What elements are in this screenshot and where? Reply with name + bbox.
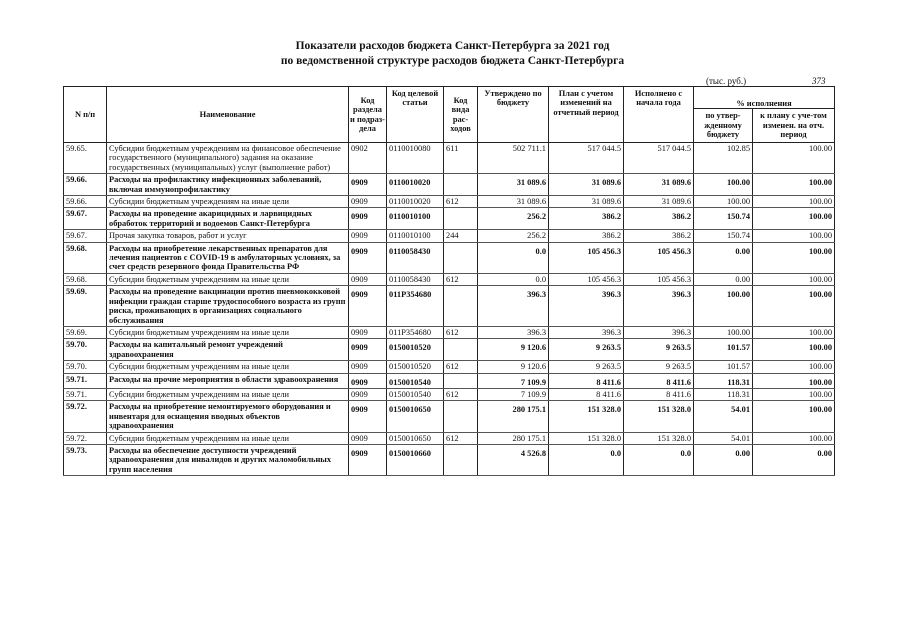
row-executed: 386.2 — [624, 230, 694, 242]
row-section-code: 0909 — [349, 196, 387, 208]
row-number: 59.72. — [64, 401, 107, 432]
row-approved: 9 120.6 — [478, 361, 549, 373]
row-executed: 396.3 — [624, 326, 694, 338]
row-executed: 396.3 — [624, 286, 694, 327]
row-target-code: 0110010100 — [387, 208, 444, 230]
row-number: 59.70. — [64, 361, 107, 373]
row-target-code: 0150010520 — [387, 361, 444, 373]
row-pct-approved: 54.01 — [694, 401, 753, 432]
row-pct-approved: 118.31 — [694, 388, 753, 400]
row-pct-approved: 100.00 — [694, 286, 753, 327]
row-target-code: 0110010080 — [387, 143, 444, 174]
table-row — [64, 208, 835, 230]
row-pct-plan: 100.00 — [753, 401, 835, 432]
row-section-code: 0909 — [349, 361, 387, 373]
row-approved: 396.3 — [478, 286, 549, 327]
table-row — [64, 196, 835, 208]
row-target-code: 0110010020 — [387, 196, 444, 208]
row-target-code: 0110058430 — [387, 242, 444, 273]
row-executed: 386.2 — [624, 208, 694, 230]
row-name: Расходы на приобретение лекарственных препаратов для лечения пациентов с COVID-19 в амбулаторных условиях, за счет средств резервного фонда Правительства РФ — [107, 242, 349, 273]
row-target-code: 0150010540 — [387, 373, 444, 388]
row-name: Субсидии бюджетным учреждениям на финансовое обеспечение государственного (муниципального) задания на оказание государственных (муниципальных) услуг (выполнение работ) — [107, 143, 349, 174]
row-name: Субсидии бюджетным учреждениям на иные цели — [107, 388, 349, 400]
row-expense-type: 612 — [444, 361, 478, 373]
row-executed: 9 263.5 — [624, 339, 694, 361]
row-number: 59.69. — [64, 286, 107, 327]
table-row — [64, 444, 835, 475]
table-row — [64, 361, 835, 373]
row-section-code: 0909 — [349, 388, 387, 400]
row-name: Расходы на профилактику инфекционных заболеваний, включая иммунопрофилактику — [107, 174, 349, 196]
row-name: Расходы на проведение акарицидных и ларвицидных обработок территорий и водоемов Санкт-Петербурга — [107, 208, 349, 230]
row-pct-plan: 100.00 — [753, 143, 835, 174]
row-expense-type — [444, 373, 478, 388]
row-pct-plan: 100.00 — [753, 326, 835, 338]
row-pct-approved: 0.00 — [694, 444, 753, 475]
table-row — [64, 242, 835, 273]
row-name: Расходы на капитальный ремонт учреждений здравоохранения — [107, 339, 349, 361]
row-pct-plan: 100.00 — [753, 174, 835, 196]
row-executed: 31 089.6 — [624, 196, 694, 208]
row-number: 59.67. — [64, 208, 107, 230]
table-row — [64, 388, 835, 400]
row-pct-plan: 100.00 — [753, 388, 835, 400]
row-plan: 8 411.6 — [549, 373, 624, 388]
row-plan: 517 044.5 — [549, 143, 624, 174]
report-title-line-2: по ведомственной структуре расходов бюджета Санкт-Петербурга — [280, 55, 625, 67]
row-name: Расходы на приобретение немонтируемого оборудования и инвентаря для оснащения вводных объектов здравоохранения — [107, 401, 349, 432]
row-plan: 9 263.5 — [549, 361, 624, 373]
row-section-code: 0909 — [349, 373, 387, 388]
row-pct-approved: 100.00 — [694, 196, 753, 208]
row-pct-plan: 100.00 — [753, 286, 835, 327]
row-section-code: 0902 — [349, 143, 387, 174]
row-expense-type: 611 — [444, 143, 478, 174]
row-expense-type: 612 — [444, 388, 478, 400]
row-approved: 9 120.6 — [478, 339, 549, 361]
row-plan: 386.2 — [549, 230, 624, 242]
row-executed: 105 456.3 — [624, 242, 694, 273]
header-pct-plan: к плану с уче-том изменен. на отч. период — [753, 109, 835, 143]
row-executed: 105 456.3 — [624, 273, 694, 285]
row-pct-approved: 101.57 — [694, 339, 753, 361]
row-approved: 31 089.6 — [478, 174, 549, 196]
row-pct-plan: 100.00 — [753, 196, 835, 208]
row-section-code: 0909 — [349, 432, 387, 444]
row-pct-approved: 0.00 — [694, 242, 753, 273]
row-name: Субсидии бюджетным учреждениям на иные цели — [107, 196, 349, 208]
row-number: 59.70. — [64, 339, 107, 361]
row-plan: 8 411.6 — [549, 388, 624, 400]
row-section-code: 0909 — [349, 208, 387, 230]
table-row — [64, 273, 835, 285]
row-approved: 256.2 — [478, 230, 549, 242]
row-target-code: 0110010020 — [387, 174, 444, 196]
row-expense-type: 612 — [444, 432, 478, 444]
table-row — [64, 326, 835, 338]
table-row — [64, 373, 835, 388]
row-executed: 151 328.0 — [624, 432, 694, 444]
row-pct-approved: 118.31 — [694, 373, 753, 388]
row-plan: 0.0 — [549, 444, 624, 475]
row-section-code: 0909 — [349, 444, 387, 475]
row-section-code: 0909 — [349, 401, 387, 432]
row-name: Субсидии бюджетным учреждениям на иные цели — [107, 273, 349, 285]
row-name: Субсидии бюджетным учреждениям на иные цели — [107, 326, 349, 338]
report-title-line-1: Показатели расходов бюджета Санкт-Петербурга за 2021 год — [295, 40, 610, 52]
row-target-code: 011P354680 — [387, 326, 444, 338]
row-plan: 396.3 — [549, 326, 624, 338]
row-pct-approved: 150.74 — [694, 230, 753, 242]
row-name: Расходы на проведение вакцинации против пневмококковой инфекции граждан старше трудоспособного возраста из групп риска, проживающих в организациях социального обслуживания — [107, 286, 349, 327]
table-row — [64, 339, 835, 361]
row-expense-type: 612 — [444, 196, 478, 208]
row-plan: 151 328.0 — [549, 401, 624, 432]
row-approved: 0.0 — [478, 242, 549, 273]
row-expense-type — [444, 242, 478, 273]
row-pct-approved: 0.00 — [694, 273, 753, 285]
row-plan: 31 089.6 — [549, 196, 624, 208]
row-pct-plan: 100.00 — [753, 432, 835, 444]
row-executed: 0.0 — [624, 444, 694, 475]
row-expense-type: 612 — [444, 273, 478, 285]
row-approved: 502 711.1 — [478, 143, 549, 174]
row-pct-plan: 100.00 — [753, 208, 835, 230]
row-pct-plan: 100.00 — [753, 339, 835, 361]
row-approved: 280 175.1 — [478, 432, 549, 444]
row-target-code: 0150010650 — [387, 401, 444, 432]
header-num: N п/п — [64, 87, 107, 143]
row-target-code: 0150010540 — [387, 388, 444, 400]
row-approved: 396.3 — [478, 326, 549, 338]
unit-label: (тыс. руб.) — [706, 76, 747, 86]
row-plan: 105 456.3 — [549, 242, 624, 273]
row-target-code: 0110010100 — [387, 230, 444, 242]
row-number: 59.69. — [64, 326, 107, 338]
header-plan: План с учетом изменений на отчетный период — [549, 87, 624, 143]
row-approved: 4 526.8 — [478, 444, 549, 475]
row-plan: 9 263.5 — [549, 339, 624, 361]
row-section-code: 0909 — [349, 230, 387, 242]
row-expense-type: 244 — [444, 230, 478, 242]
row-pct-approved: 100.00 — [694, 174, 753, 196]
row-executed: 31 089.6 — [624, 174, 694, 196]
row-number: 59.68. — [64, 242, 107, 273]
row-plan: 31 089.6 — [549, 174, 624, 196]
row-pct-approved: 100.00 — [694, 326, 753, 338]
row-expense-type — [444, 339, 478, 361]
row-target-code: 0150010650 — [387, 432, 444, 444]
row-target-code: 0150010660 — [387, 444, 444, 475]
header-pct-approved: по утвер-жденному бюджету — [694, 109, 753, 143]
row-expense-type — [444, 286, 478, 327]
row-plan: 396.3 — [549, 286, 624, 327]
row-name: Субсидии бюджетным учреждениям на иные цели — [107, 361, 349, 373]
row-approved: 31 089.6 — [478, 196, 549, 208]
row-number: 59.71. — [64, 373, 107, 388]
header-executed: Исполнено с начала года — [624, 87, 694, 143]
table-row — [64, 174, 835, 196]
header-expense-type-code: Код вида рас-ходов — [444, 87, 478, 143]
row-approved: 7 109.9 — [478, 373, 549, 388]
row-name: Расходы на обеспечение доступности учреждений здравоохранения для инвалидов и других маломобильных групп населения — [107, 444, 349, 475]
row-pct-approved: 101.57 — [694, 361, 753, 373]
row-section-code: 0909 — [349, 174, 387, 196]
header-target-code: Код целевой статьи — [387, 87, 444, 143]
table-row — [64, 432, 835, 444]
row-approved: 7 109.9 — [478, 388, 549, 400]
row-expense-type — [444, 444, 478, 475]
row-pct-approved: 102.85 — [694, 143, 753, 174]
row-target-code: 0150010520 — [387, 339, 444, 361]
row-section-code: 0909 — [349, 286, 387, 327]
row-number: 59.67. — [64, 230, 107, 242]
header-percent-group: % исполнения — [694, 87, 835, 109]
row-name: Расходы на прочие мероприятия в области здравоохранения — [107, 373, 349, 388]
row-number: 59.68. — [64, 273, 107, 285]
row-expense-type — [444, 174, 478, 196]
row-pct-approved: 150.74 — [694, 208, 753, 230]
row-plan: 151 328.0 — [549, 432, 624, 444]
table-row — [64, 286, 835, 327]
row-pct-plan: 100.00 — [753, 361, 835, 373]
row-executed: 8 411.6 — [624, 373, 694, 388]
row-expense-type — [444, 208, 478, 230]
row-section-code: 0909 — [349, 339, 387, 361]
row-approved: 0.0 — [478, 273, 549, 285]
row-number: 59.65. — [64, 143, 107, 174]
table-body — [64, 143, 835, 476]
row-target-code: 0110058430 — [387, 273, 444, 285]
row-number: 59.73. — [64, 444, 107, 475]
table-row — [64, 230, 835, 242]
row-expense-type: 612 — [444, 326, 478, 338]
row-number: 59.72. — [64, 432, 107, 444]
header-section-code: Код раздела и подраз-дела — [349, 87, 387, 143]
row-pct-approved: 54.01 — [694, 432, 753, 444]
row-executed: 8 411.6 — [624, 388, 694, 400]
row-approved: 280 175.1 — [478, 401, 549, 432]
header-approved: Утверждено по бюджету — [478, 87, 549, 143]
header-name: Наименование — [107, 87, 349, 143]
row-pct-plan: 100.00 — [753, 230, 835, 242]
row-target-code: 011P354680 — [387, 286, 444, 327]
row-section-code: 0909 — [349, 273, 387, 285]
row-number: 59.66. — [64, 196, 107, 208]
row-pct-plan: 100.00 — [753, 273, 835, 285]
table-row — [64, 143, 835, 174]
row-approved: 256.2 — [478, 208, 549, 230]
row-section-code: 0909 — [349, 326, 387, 338]
row-expense-type — [444, 401, 478, 432]
table-row — [64, 401, 835, 432]
row-pct-plan: 100.00 — [753, 242, 835, 273]
row-plan: 105 456.3 — [549, 273, 624, 285]
budget-table — [63, 86, 835, 476]
row-pct-plan: 0.00 — [753, 444, 835, 475]
row-section-code: 0909 — [349, 242, 387, 273]
row-plan: 386.2 — [549, 208, 624, 230]
row-name: Прочая закупка товаров, работ и услуг — [107, 230, 349, 242]
row-number: 59.66. — [64, 174, 107, 196]
row-executed: 151 328.0 — [624, 401, 694, 432]
row-number: 59.71. — [64, 388, 107, 400]
page-number: 373 — [812, 76, 826, 86]
row-pct-plan: 100.00 — [753, 373, 835, 388]
row-executed: 517 044.5 — [624, 143, 694, 174]
row-name: Субсидии бюджетным учреждениям на иные цели — [107, 432, 349, 444]
row-executed: 9 263.5 — [624, 361, 694, 373]
